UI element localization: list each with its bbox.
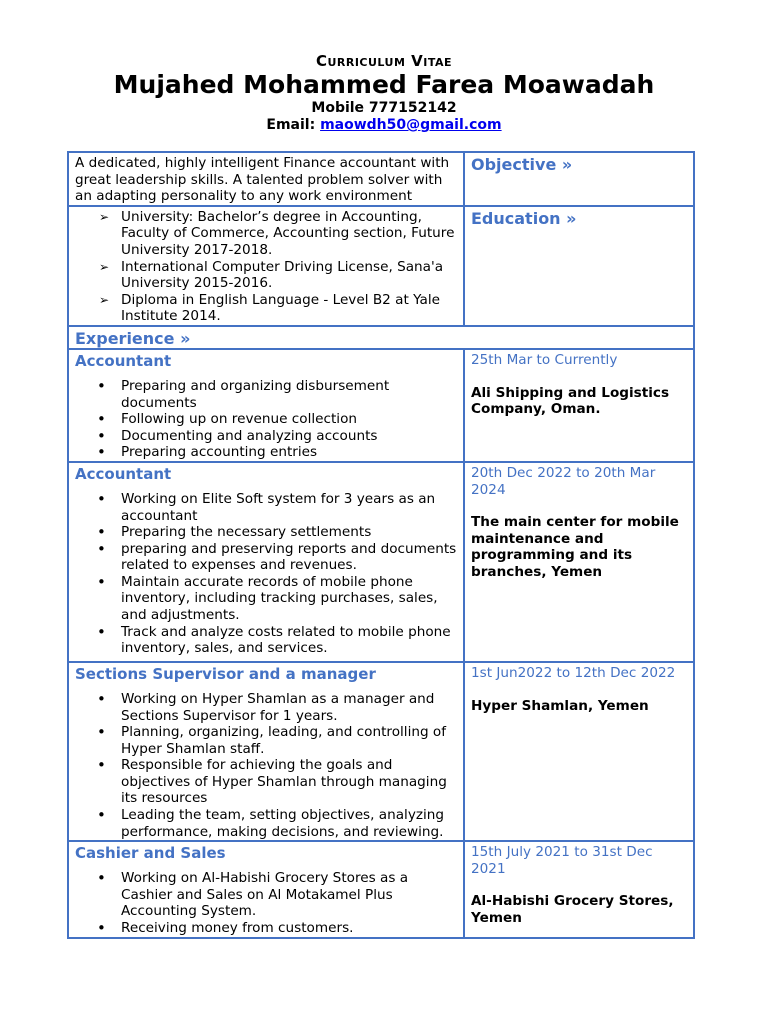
- duty-item: • Planning, organizing, leading, and controlling of Hyper Shamlan staff.: [75, 724, 457, 757]
- objective-text: A dedicated, highly intelligent Finance accountant with great leadership skills. A talented problem solver with an adapting personality to any work environment: [68, 152, 464, 206]
- email-line: [0, 117, 768, 134]
- mobile-number: Mobile 777152142: [311, 100, 457, 116]
- job-title: Accountant: [75, 464, 172, 483]
- experience-heading-cell: [68, 326, 694, 349]
- job-meta: [464, 841, 694, 937]
- job-meta: [464, 662, 694, 841]
- education-item: ➢ University: Bachelor’s degree in Accounting, Faculty of Commerce, Accounting section, Future University 2017-2018.: [75, 209, 457, 259]
- job-row: [68, 462, 694, 662]
- objective-row: [68, 152, 694, 206]
- job-company: Hyper Shamlan, Yemen: [471, 697, 649, 714]
- job-row: [68, 841, 694, 937]
- job-row: [68, 662, 694, 841]
- duty-item: • Preparing accounting entries: [75, 444, 457, 461]
- experience-heading: Experience »: [75, 328, 191, 348]
- job-meta: [464, 462, 694, 662]
- experience-header-row: [68, 326, 694, 349]
- education-row: [68, 206, 694, 326]
- job-title: Cashier and Sales: [75, 844, 226, 863]
- job-title: Sections Supervisor and a manager: [75, 664, 376, 683]
- duty-item: • Following up on revenue collection: [75, 411, 457, 428]
- duty-item: • Maintain accurate records of mobile phone inventory, including tracking purchases, sales, and adjustments.: [75, 574, 457, 624]
- job-date: 1st Jun2022 to 12th Dec 2022: [471, 664, 676, 681]
- email-label: Email:: [266, 117, 316, 133]
- job-duties: [75, 378, 457, 461]
- education-item: ➢ International Computer Driving License, Sana'a University 2015-2016.: [75, 259, 457, 292]
- job-title: Accountant: [75, 351, 172, 370]
- job-company: Al-Habishi Grocery Stores, Yemen: [471, 893, 674, 927]
- job-row: [68, 349, 694, 462]
- job-details: [68, 462, 464, 662]
- cv-table: [67, 151, 695, 939]
- job-details: [68, 349, 464, 462]
- duty-item: • Preparing and organizing disbursement documents: [75, 378, 457, 411]
- duty-item: • Working on Hyper Shamlan as a manager and Sections Supervisor for 1 years.: [75, 691, 457, 724]
- duty-item: • Receiving money from customers.: [75, 920, 457, 937]
- job-company: The main center for mobile maintenance and programming and its branches, Yemen: [471, 514, 679, 580]
- candidate-name: Mujahed Mohammed Farea Moawadah: [113, 70, 655, 99]
- job-details: [68, 841, 464, 937]
- education-heading-cell: [464, 206, 694, 326]
- job-duties: [75, 491, 457, 657]
- education-list-cell: [68, 206, 464, 326]
- education-list: [75, 209, 457, 325]
- duty-item: • Preparing the necessary settlements: [75, 524, 457, 541]
- job-duties: [75, 691, 457, 840]
- document-title: Curriculum Vitae: [315, 52, 453, 70]
- job-date: 15th July 2021 to 31st Dec 2021: [471, 844, 653, 877]
- email-link[interactable]: maowdh50@gmail.com: [320, 117, 502, 133]
- job-date: 20th Dec 2022 to 20th Mar 2024: [471, 464, 656, 498]
- job-details: [68, 662, 464, 841]
- job-meta: [464, 349, 694, 462]
- duty-item: • Documenting and analyzing accounts: [75, 428, 457, 445]
- duty-item: • preparing and preserving reports and documents related to expenses and revenues.: [75, 541, 457, 574]
- objective-heading: Objective »: [471, 155, 573, 174]
- duty-item: • Leading the team, setting objectives, analyzing performance, making decisions, and reviewing.: [75, 807, 457, 840]
- job-company: Ali Shipping and Logistics Company, Oman.: [471, 384, 670, 418]
- job-date: 25th Mar to Currently: [471, 351, 618, 368]
- duty-item: • Track and analyze costs related to mobile phone inventory, sales, and services.: [75, 624, 457, 657]
- duty-item: • Working on Al-Habishi Grocery Stores as a Cashier and Sales on Al Motakamel Plus Accounting System.: [75, 870, 457, 920]
- education-heading: Education »: [471, 208, 577, 228]
- duty-item: • Responsible for achieving the goals and objectives of Hyper Shamlan through managing its resources: [75, 757, 457, 807]
- job-duties: [75, 870, 457, 936]
- education-item: ➢ Diploma in English Language - Level B2 at Yale Institute 2014.: [75, 292, 457, 325]
- objective-heading-cell: [464, 152, 694, 206]
- duty-item: • Working on Elite Soft system for 3 years as an accountant: [75, 491, 457, 524]
